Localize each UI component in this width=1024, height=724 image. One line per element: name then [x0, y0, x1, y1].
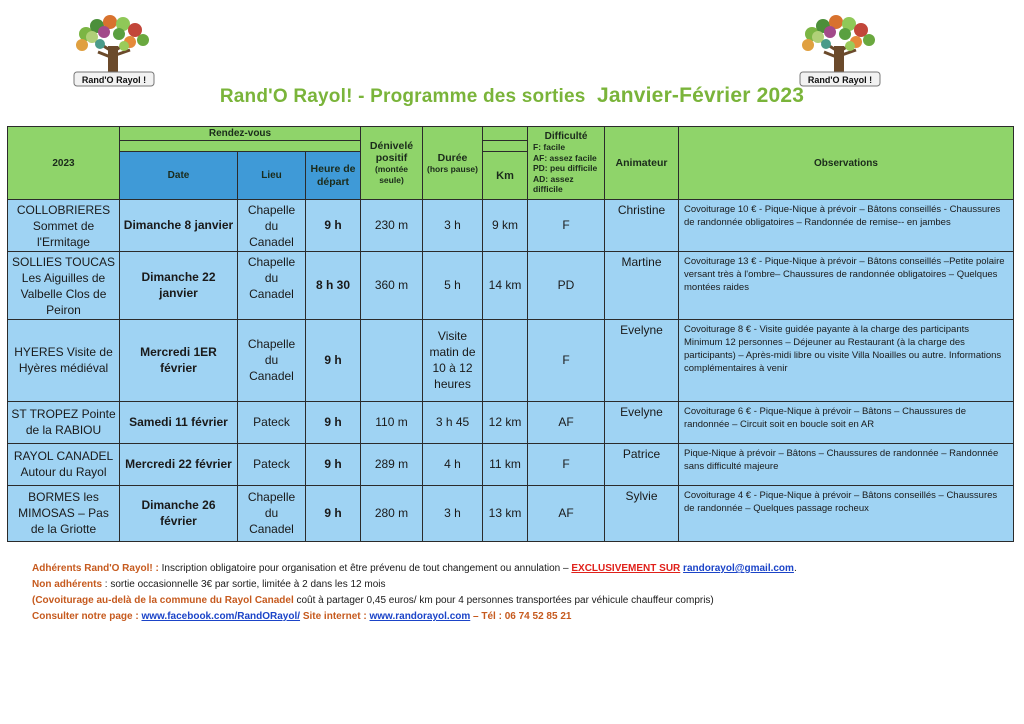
header-rendezvous: Rendez-vous: [120, 127, 361, 141]
header-date: Date: [120, 152, 238, 200]
cell-sortie: RAYOL CANADEL Autour du Rayol: [8, 443, 120, 485]
cell-lieu: Chapelle du Canadel: [238, 485, 306, 541]
footer-covoiturage: [32, 593, 992, 609]
tree-logo-right: [790, 12, 890, 90]
cell-observations: Covoiturage 10 € - Pique-Nique à prévoir – Bâtons conseillés - Chaussures de randonnée obligatoires – Randonnée de remise-- en jambes: [679, 200, 1014, 252]
cell-lieu: Pateck: [238, 443, 306, 485]
title-programme: - Programme des sorties: [358, 86, 586, 107]
cell-difficulte: F: [528, 200, 605, 252]
cell-animateur: Christine: [605, 200, 679, 252]
cell-observations: Covoiturage 8 € - Visite guidée payante à la charge des participants Minimum 12 personnes – Déjeuner au Restaurant (à la charge des participants) – Après-midi libre ou visite Villa Noailles ou autre. Informations complémentaires à venir: [679, 319, 1014, 401]
header-duree: [423, 127, 483, 200]
header-difficulte: [528, 127, 605, 200]
cell-observations: Pique-Nique à prévoir – Bâtons – Chaussures de randonnée – Randonnée sans difficulté majeure: [679, 443, 1014, 485]
header-duree-label: Durée: [437, 151, 468, 164]
cell-date: Dimanche 8 janvier: [120, 200, 238, 252]
cell-denivele: 230 m: [361, 200, 423, 252]
non-adherents-text: : sortie occasionnelle 3€ par sortie, limitée à 2 dans les 12 mois: [104, 579, 386, 590]
header-year: 2023: [8, 127, 120, 200]
footer-notes: [32, 561, 992, 625]
cell-animateur: Patrice: [605, 443, 679, 485]
header-km-top: [483, 127, 528, 141]
cell-duree: 3 h 45: [423, 401, 483, 443]
covoiturage-text: coût à partager 0,45 euros/ km pour 4 personnes transportées par véhicule chauffeur compris): [296, 595, 714, 606]
cell-sortie: BORMES les MIMOSAS – Pas de la Griotte: [8, 485, 120, 541]
facebook-link[interactable]: www.facebook.com/RandORayol/: [141, 611, 301, 622]
footer-non-adherents: [32, 577, 992, 593]
cell-difficulte: PD: [528, 251, 605, 319]
cell-difficulte: AF: [528, 485, 605, 541]
table-row: [8, 251, 1014, 319]
header-heure: Heure de départ: [306, 152, 361, 200]
cell-lieu: Chapelle du Canadel: [238, 319, 306, 401]
cell-km: 12 km: [483, 401, 528, 443]
cell-animateur: Evelyne: [605, 319, 679, 401]
cell-denivele: [361, 319, 423, 401]
exclusivement-label: EXCLUSIVEMENT SUR: [571, 563, 681, 574]
cell-heure: 9 h: [306, 319, 361, 401]
logo-text-left: Rand'O Rayol !: [81, 75, 147, 85]
header-observations: Observations: [679, 127, 1014, 200]
covoiturage-bold: (Covoiturage au-delà de la commune du Rayol Canadel: [32, 595, 294, 606]
cell-km: [483, 319, 528, 401]
cell-km: 11 km: [483, 443, 528, 485]
email-link[interactable]: randorayol@gmail.com: [683, 563, 794, 574]
cell-lieu: Chapelle du Canadel: [238, 200, 306, 252]
cell-heure: 9 h: [306, 485, 361, 541]
difficulty-legend-f: F: facile: [533, 141, 566, 152]
title-period: Janvier-Février 2023: [596, 84, 805, 107]
difficulty-legend-af: AF: assez facile: [533, 152, 597, 163]
cell-duree: 3 h: [423, 200, 483, 252]
cell-sortie: SOLLIES TOUCAS Les Aiguilles de Valbelle Clos de Peiron: [8, 251, 120, 319]
footer-contact: [32, 609, 992, 625]
cell-animateur: Sylvie: [605, 485, 679, 541]
header-denivele: [361, 127, 423, 200]
table-row: [8, 443, 1014, 485]
header-duree-sub: (hors pause): [426, 163, 478, 174]
table-row: [8, 485, 1014, 541]
cell-observations: Covoiturage 6 € - Pique-Nique à prévoir – Bâtons – Chaussures de randonnée – Circuit soit en boucle soit en AR: [679, 401, 1014, 443]
cell-heure: 9 h: [306, 200, 361, 252]
cell-date: Dimanche 26 février: [120, 485, 238, 541]
cell-heure: 8 h 30: [306, 251, 361, 319]
cell-date: Mercredi 22 février: [120, 443, 238, 485]
cell-duree: 4 h: [423, 443, 483, 485]
adherents-label: Adhérents Rand'O Rayol! :: [32, 563, 159, 574]
site-label: Site internet :: [302, 611, 367, 622]
footer-adherents: [32, 561, 992, 577]
cell-km: 14 km: [483, 251, 528, 319]
non-adherents-label: Non adhérents: [32, 579, 103, 590]
difficulty-legend-pd: PD: peu difficile: [533, 163, 598, 174]
title-club: Rand'O Rayol!: [219, 86, 353, 107]
cell-date: Mercredi 1ER février: [120, 319, 238, 401]
cell-difficulte: F: [528, 443, 605, 485]
cell-denivele: 360 m: [361, 251, 423, 319]
cell-duree: Visite matin de 10 à 12 heures: [423, 319, 483, 401]
email-end: .: [793, 563, 797, 574]
cell-difficulte: AF: [528, 401, 605, 443]
page-title: [0, 84, 1024, 108]
cell-lieu: Chapelle du Canadel: [238, 251, 306, 319]
cell-heure: 9 h: [306, 401, 361, 443]
header-km: Km: [483, 152, 528, 200]
header-denivele-sub: (montée seule): [374, 164, 409, 185]
cell-lieu: Pateck: [238, 401, 306, 443]
adherents-text: Inscription obligatoire pour organisation et être prévenu de tout changement ou annulation –: [161, 563, 569, 574]
cell-sortie: HYERES Visite de Hyères médiéval: [8, 319, 120, 401]
cell-date: Dimanche 22 janvier: [120, 251, 238, 319]
header-difficulte-label: Difficulté: [544, 130, 588, 142]
logo-text-right: Rand'O Rayol !: [807, 75, 873, 85]
table-row: [8, 319, 1014, 401]
cell-duree: 3 h: [423, 485, 483, 541]
cell-animateur: Evelyne: [605, 401, 679, 443]
phone-text: – Tél : 06 74 52 85 21: [473, 611, 572, 622]
table-row: [8, 401, 1014, 443]
cell-observations: Covoiturage 13 € - Pique-Nique à prévoir – Bâtons conseillés –Petite polaire versant très à l'ombre– Chaussures de randonnée obligatoires – Quelques montées raides: [679, 251, 1014, 319]
programme-table: [7, 126, 1014, 542]
difficulty-legend-ad: AD: assez difficile: [533, 173, 574, 195]
cell-denivele: 289 m: [361, 443, 423, 485]
header-animateur: Animateur: [605, 127, 679, 200]
cell-sortie: COLLOBRIERES Sommet de l'Ermitage: [8, 200, 120, 252]
cell-denivele: 280 m: [361, 485, 423, 541]
cell-animateur: Martine: [605, 251, 679, 319]
cell-sortie: ST TROPEZ Pointe de la RABIOU: [8, 401, 120, 443]
header-km-spacer: [483, 141, 528, 152]
consulter-label: Consulter notre page :: [32, 611, 139, 622]
cell-heure: 9 h: [306, 443, 361, 485]
site-link[interactable]: www.randorayol.com: [369, 611, 471, 622]
table-row: [8, 200, 1014, 252]
header-denivele-label: Dénivelé positif: [369, 140, 414, 164]
cell-date: Samedi 11 février: [120, 401, 238, 443]
cell-km: 9 km: [483, 200, 528, 252]
cell-duree: 5 h: [423, 251, 483, 319]
header-lieu: Lieu: [238, 152, 306, 200]
header-rendezvous-spacer: [120, 141, 361, 152]
cell-difficulte: F: [528, 319, 605, 401]
cell-observations: Covoiturage 4 € - Pique-Nique à prévoir – Bâtons conseillés – Chaussures de randonnée – Quelques passage rocheux: [679, 485, 1014, 541]
tree-logo-left: [64, 12, 164, 90]
cell-denivele: 110 m: [361, 401, 423, 443]
cell-km: 13 km: [483, 485, 528, 541]
